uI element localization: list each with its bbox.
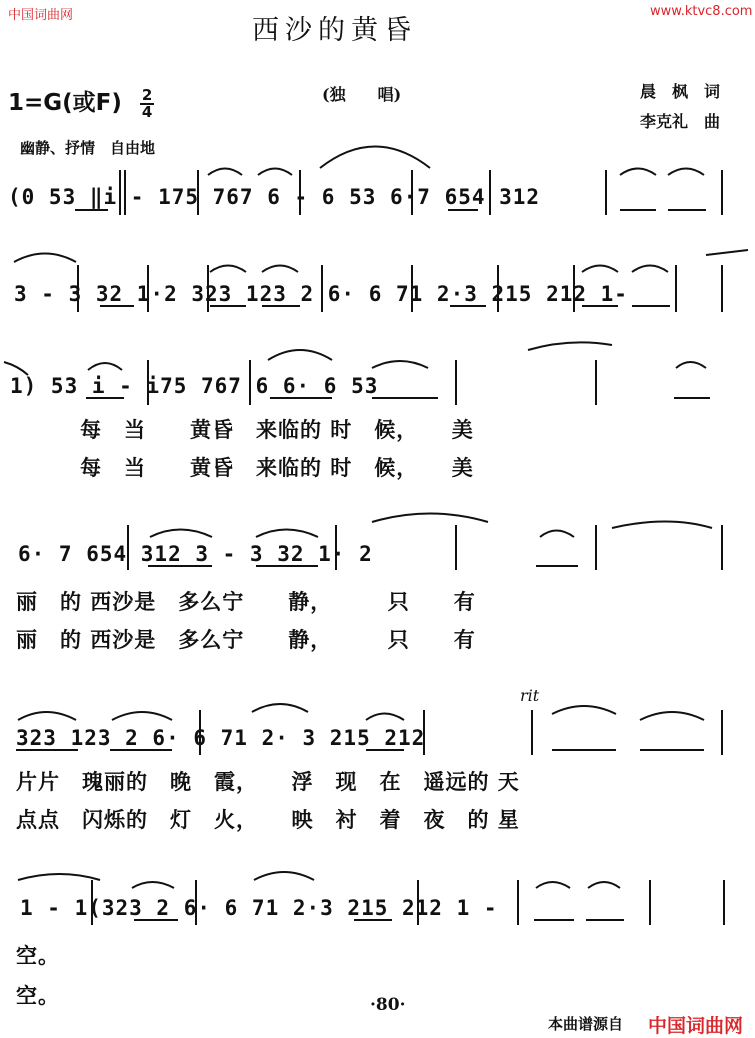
slur xyxy=(676,362,706,368)
footer-source-label: 本曲谱源自 xyxy=(548,1015,624,1033)
system-3-notes: 1) 53 i - i75 767 6 6· 6 53 xyxy=(10,374,379,398)
expression-mark: 幽静、抒情 自由地 xyxy=(20,139,156,157)
ritardando-mark: rit xyxy=(520,686,540,705)
slur xyxy=(210,266,246,273)
system-3-lyrics-verse-2: 每 当 黄昏 来临的 时 候， 美 xyxy=(80,455,474,480)
slur xyxy=(536,882,570,888)
slur xyxy=(320,147,430,169)
slur xyxy=(372,361,428,368)
song-title: 西沙的黄昏 xyxy=(252,15,417,46)
system-3-lyrics-verse-1: 每 当 黄昏 来临的 时 候， 美 xyxy=(80,417,474,442)
slur xyxy=(588,882,620,888)
slur xyxy=(258,169,292,176)
watermark-right: www.ktvc8.com xyxy=(650,4,753,19)
slur xyxy=(254,872,314,880)
time-signature-bottom: 4 xyxy=(141,102,153,121)
slur xyxy=(132,882,174,888)
time-signature-top: 2 xyxy=(141,85,153,104)
system-1-notes: (0 53 ‖i - 175 767 6 - 6 53 6·7 654 312 xyxy=(8,185,541,209)
slur xyxy=(620,169,656,176)
slur xyxy=(256,530,318,538)
system-2-notes: 3 - 3 32 1·2 323 123 2 6· 6 71 2·3 215 212 1- xyxy=(14,282,628,306)
slur xyxy=(208,169,242,176)
slur xyxy=(366,714,404,721)
key-signature-text: 1=G(或F) xyxy=(8,90,122,116)
lyricist-credit: 晨 枫 词 xyxy=(640,82,721,101)
system-5-notes: 323 123 2 6· 6 71 2· 3 215 212 xyxy=(16,726,426,750)
footer-brand-logo: 中国词曲网 xyxy=(648,1015,744,1037)
composer-credit: 李克礼 曲 xyxy=(640,112,721,131)
watermark-left: 中国词曲网 xyxy=(8,8,74,23)
slur xyxy=(18,712,76,720)
slur xyxy=(150,530,212,538)
slur xyxy=(88,363,122,370)
system-6-lyrics-verse-2: 空。 xyxy=(16,983,60,1008)
slur xyxy=(4,362,28,375)
slur xyxy=(268,350,332,360)
slur xyxy=(112,712,172,720)
slur xyxy=(14,254,76,263)
system-6-lyrics-verse-1: 空。 xyxy=(16,943,60,968)
system-6-notes: 1 - 1(323 2 6· 6 71 2·3 215 212 1 - xyxy=(20,896,498,920)
slur xyxy=(632,266,668,273)
page-number: ·80· xyxy=(370,995,406,1015)
slur xyxy=(252,704,308,712)
system-4-lyrics-verse-2: 丽 的 西沙是 多么宁 静， 只 有 xyxy=(16,627,476,652)
system-4-lyrics-verse-1: 丽 的 西沙是 多么宁 静， 只 有 xyxy=(16,589,476,614)
performance-type: (独 唱) xyxy=(322,85,402,104)
slur xyxy=(612,522,712,529)
slur xyxy=(18,874,100,880)
slur xyxy=(262,266,298,273)
slur xyxy=(528,342,612,350)
slur xyxy=(668,169,704,176)
slur xyxy=(640,712,704,720)
tie-line xyxy=(706,250,748,255)
slur xyxy=(552,706,616,714)
slur xyxy=(372,514,488,523)
system-5-lyrics-verse-1: 片片 瑰丽的 晚 霞， 浮 现 在 遥远的 天 xyxy=(16,769,520,794)
system-5-lyrics-verse-2: 点点 闪烁的 灯 火， 映 衬 着 夜 的 星 xyxy=(16,807,520,832)
system-4-notes: 6· 7 654 312 3 - 3 32 1· 2 xyxy=(18,542,373,566)
slur xyxy=(582,266,618,273)
slur xyxy=(540,531,574,538)
